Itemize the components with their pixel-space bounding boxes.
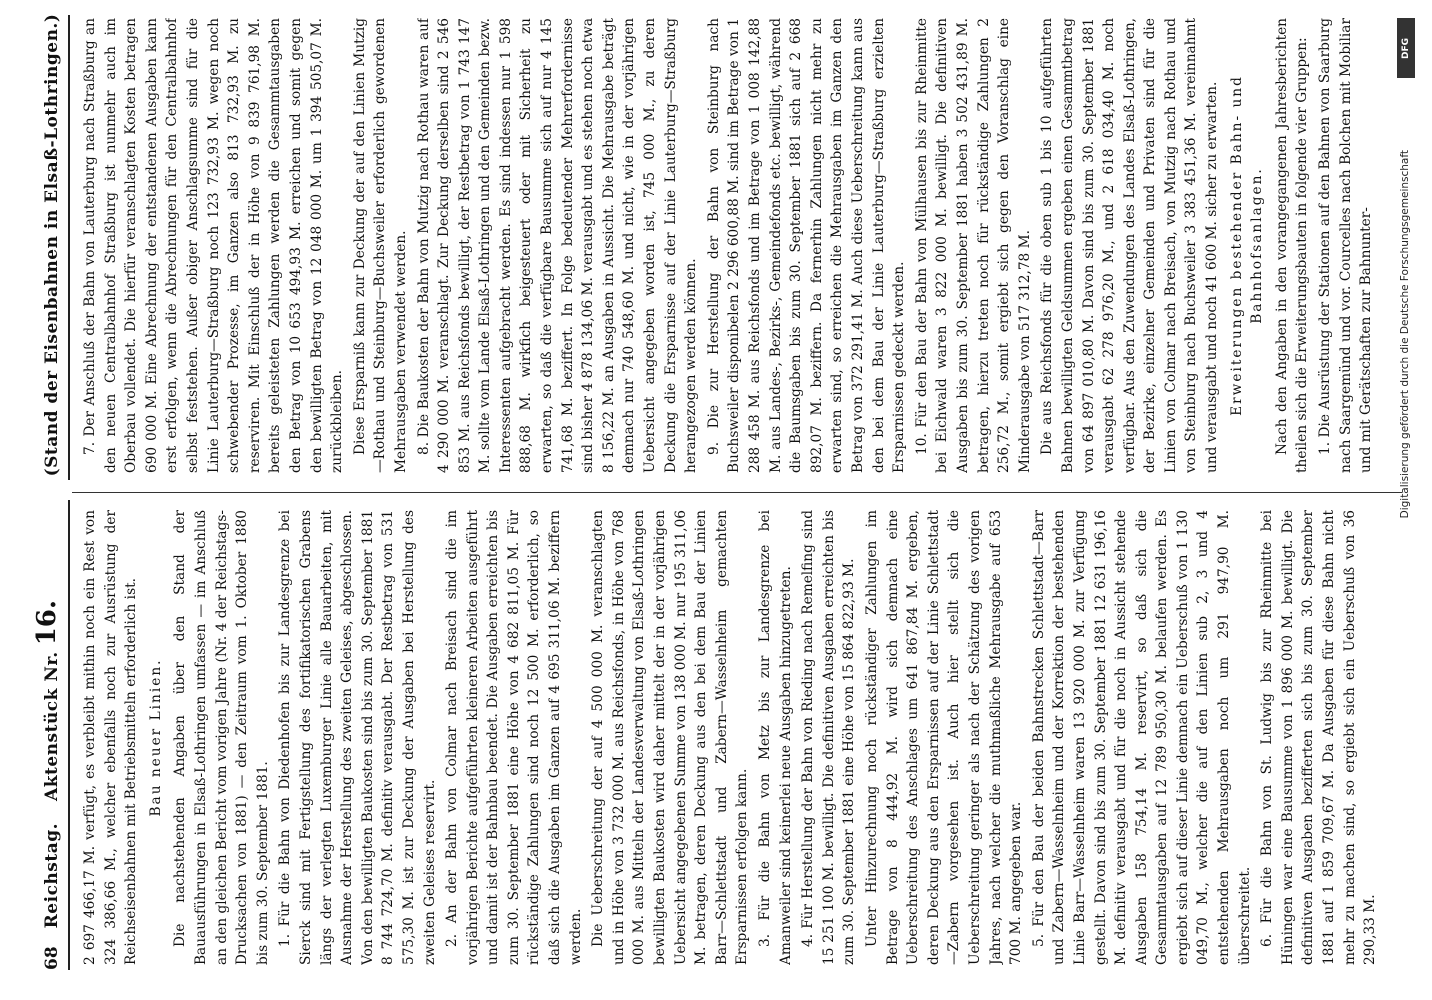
- paragraph: Die nachstehenden Angaben über den Stand der Bauausführungen in Elsaß-Lothringen umfassen — im Anschluß an den gleichen Bericht vom vorigen Jahre (Nr. 4 der Reichstags-Drucksachen von 1881) — den Zeitraum vom 1. Oktober 1880 bis zum 30. September 1881.: [172, 510, 271, 965]
- section-heading: Erweiterungen bestehender Bahn- und Bahnhofsanlagen.: [1228, 75, 1266, 416]
- paragraph: 6. Für die Bahn von St. Ludwig bis zur Rheinmitte bei Hüningen war eine Bausumme von 1 896 000 M. bewilligt. Die definitiven Ausgaben bezifferten sich bis zum 30. September 1881 auf 1 859 709,67 M. Da Ausgaben für diese Bahn nicht mehr zu machen sind, so ergiebt sich ein Ueberschuß von 36 290,33 M.: [1259, 510, 1379, 965]
- paragraph: 7. Der Anschluß der Bahn von Lauterburg nach Straßburg an den neuen Centralbahnhof Straßburg ist nunmehr auch im Oberbau vollendet. Die hierfür veranschlagten Kosten betragen 690 000 M. Eine Abrechnung der entstandenen Ausgaben kann erst erfolgen, wenn die Abrechnungen für den Centralbahnhof selbst feststehen. Außer obiger Anschlagsumme sind für die Linie Lauterburg—Straßburg noch 123 732,93 M. wegen noch schwebender Prozesse, im Ganzen also 813 732,93 M. zu reserviren. Mit Einschluß der in Höhe von 9 839 761,98 M. bereits geleisteten Zahlungen werden die Gesammtausgaben den Betrag von 10 653 494,93 M. erreichen und somit gegen den bewilligten Betrag von 12 048 000 M. um 1 394 505,07 M. zurückbleiben.: [82, 18, 346, 473]
- page-number: 68: [42, 946, 62, 970]
- paragraph: 4. Für Herstellung der Bahn von Rieding nach Remelfing sind 15 251 100 M. bewilligt. Die definitiven Ausgaben erreichten bis zum 30. September 1881 eine Höhe von 15 864 822,93 M.: [800, 510, 858, 965]
- paragraph: 1. Für die Bahn von Diedenhofen bis zur Landesgrenze bei Sierck sind mit Fertigstellung des fortifikatorischen Grabens längs der verlegten Luxemburger Linie alle Bauarbeiten, mit Ausnahme der Herstellung des zweiten Geleises, abgeschlossen. Von den bewilligten Baukosten sind bis zum 30. September 1881 8 744 724,70 M. definitiv verausgabt. Der Restbetrag von 531 575,30 M. ist zur Deckung der Ausgaben bei Herstellung des zweiten Geleises reservirt.: [277, 510, 438, 965]
- paragraph: 9. Die zur Herstellung der Bahn von Steinburg nach Buchsweiler disponibelen 2 296 600,88 M. sind im Betrage von 1 288 458 M. aus Reichsfonds und im Betrage von 1 008 142,88 M. aus Landes-, Bezirks-, Gemeindefonds etc. bewilligt, während die Baumsgaben bis zum 30. September 1881 sich auf 2 668 892,07 M. beziffern. Da fernerhin Zahlungen nicht mehr zu erwarten sind, so erreichen die Mehrausgaben im Ganzen den Betrag von 372 291,41 M. Auch diese Ueberschreitung kann aus den bei dem Bau der Linie Lauterburg—Straßburg erzielten Ersparnissen gedeckt werden.: [705, 18, 908, 473]
- paragraph: 1. Die Ausrüstung der Stationen auf den Bahnen von Saarburg nach Saargemünd und vor. Courcelles nach Bolchen mit Mobiliar und mit Gerätschaften zur Bahnunter-: [1317, 18, 1375, 473]
- paragraph: 2. An der Bahn von Colmar nach Breisach sind die im vorjährigen Berichte aufgeführten kleineren Arbeiten ausgeführt und damit ist der Bahnbau beendet. Die Ausgaben erreichten bis zum 30. September 1881 eine Höhe von 4 682 811,05 M. Für rückständige Zahlungen sind noch 12 500 M. erforderlich, so daß sich die Ausgaben im Ganzen auf 4 695 311,06 M. beziffern werden.: [444, 510, 584, 965]
- header-section-title: (Stand der Eisenbahnen in Elsaß-Lothringen.): [42, 13, 62, 477]
- paragraph: 3. Für die Bahn von Metz bis zur Landesgrenze bei Amanweiler sind keinerlei neue Ausgaben hinzugetreten.: [757, 510, 794, 965]
- header-rule-right: [68, 15, 70, 480]
- section-heading: Bau neuer Linien.: [147, 658, 164, 817]
- header-aktenstueck: Aktenstück Nr.: [42, 651, 62, 801]
- page-header-right: [22, 10, 62, 480]
- dfg-logo: DFG: [1397, 18, 1415, 78]
- paragraph: Unter Hinzurechnung noch rückständiger Zahlungen im Betrage von 8 444,92 M. wird sich demnach eine Ueberschreitung des Anschlages um 641 867,84 M. ergeben, deren Deckung aus den Ersparnissen auf der Linie Schlettstadt—Zabern vorgesehen ist. Auch hier stellt sich die Ueberschreitung geringer als nach der Schätzung des vorigen Jahres, nach welcher die muthmaßliche Mehrausgabe auf 653 700 M. angegeben war.: [863, 510, 1025, 965]
- paragraph: 8. Die Baukosten der Bahn von Mutzig nach Rothau waren auf 4 290 000 M. veranschlagt. Zur Deckung derselben sind 2 546 853 M. aus Reichsfonds bewilligt, der Restbetrag von 1 743 147 M. sollte vom Lande Elsaß-Lothringen und den Gemeinden bezw. Interessenten aufgebracht werden. Es sind indessen nur 1 598 888,68 M. wirkfich beigesteuert oder mit Sicherheit zu erwarten, so daß die verfügbare Bausumme sich auf nur 4 145 741,68 M. beziffert. In Folge bedeutender Mehrerfordernisse sind bisher 4 878 134,06 M. verausgabt und es stehen noch etwa 8 156,22 M. an Ausgaben in Aussicht. Die Mehrausgabe beträgt demnach nur 740 548,60 M. und nicht, wie in der vorjährigen Uebersicht angegeben worden ist, 745 000 M., zu deren Deckung die Ersparnisse auf der Linie Lauterburg—Straßburg herangezogen werden können.: [415, 18, 700, 473]
- text-column-right: [80, 18, 1420, 473]
- paragraph: 2 697 466,17 M. verfügt, es verbleibt mithin noch ein Rest von 324 386,66 M., welcher ebenfalls noch zur Ausrüstung der Reichseisenbahnen mit Betriebsmitteln erforderlich ist.: [82, 510, 140, 965]
- digitization-note: [1392, 150, 1418, 970]
- page-header-left: [22, 500, 62, 970]
- paragraph: Die aus Reichsfonds für die oben sub 1 bis 10 aufgeführten Bahnen bewilligten Geldsummen ergeben einen Gesammtbetrag von 64 897 010,80 M. Davon sind bis zum 30. September 1881 verausgabt 62 278 976,20 M., und 2 618 034,40 M. noch verfügbar. Aus den Zuwendungen des Landes Elsaß-Lothringen, der Bezirke, einzelner Gemeinden und Privaten sind für die Linien von Colmar nach Breisach, von Mutzig nach Rothau und von Steinburg nach Buchsweiler 3 383 451,36 M. vereinnahmt und verausgabt und noch 41 600 M. sicher zu erwarten.: [1039, 18, 1221, 473]
- text-column-left: [80, 510, 1420, 965]
- digitization-note-text: Digitalisierung gefördert durch die Deutsche Forschungsgemeinschaft: [1399, 150, 1411, 519]
- header-document-number: 16.: [32, 600, 62, 646]
- paragraph: 5. Für den Bau der beiden Bahnstrecken Schlettstadt—Barr und Zabern—Wasselnheim und der Korrektion der bestehenden Linie Barr—Wasselnheim waren 13 920 000 M. zur Verfügung gestellt. Davon sind bis zum 30. September 1881 12 631 196,16 M. definitiv verausgabt und für die noch in Aussicht stehende Ausgaben 158 754,14 M. reservirt, so daß sich die Gesammtausgaben auf 12 789 950,30 M. belaufen werden. Es ergiebt sich auf dieser Linie demnach ein Ueberschuß von 1 130 049,70 M., welcher die auf den Linien sub 2, 3 und 4 entstehenden Mehrausgaben noch um 291 947,90 M. überschreitet.: [1030, 510, 1253, 965]
- header-reichstag: Reichstag.: [42, 822, 62, 929]
- paragraph: Diese Ersparniß kann zur Deckung der auf den Linien Mutzig—Rothau und Steinburg—Buchsweiler erforderlich gewordenen Mehrausgaben verwendet werden.: [351, 18, 409, 473]
- header-rule-left: [68, 500, 70, 970]
- paragraph: Die Ueberschreitung der auf 4 500 000 M. veranschlagten und in Höhe von 3 732 000 M. aus Reichsfonds, in Höhe von 768 000 M. aus Mitteln der Landesverwaltung von Elsaß-Lothringen bewilligten Baukosten wird daher mittelt der in der vorjährigen Uebersicht angegebenen Summe von 138 000 M. nur 195 311,06 M. betragen, deren Deckung aus den bei dem Bau der Linien Barr—Schlettstadt und Zabern—Wasselnheim gemachten Ersparnissen erfolgen kann.: [590, 510, 751, 965]
- paragraph: Nach den Angaben in den vorangegangenen Jahresberichten theilen sich die Erweiterungsbauten in folgende vier Gruppen:: [1273, 18, 1311, 473]
- paragraph: 10. Für den Bau der Bahn von Mülhausen bis zur Rheinmitte bei Eichwald waren 3 822 000 M. bewilligt. Die definitiven Ausgaben bis zum 30. September 1881 haben 3 502 431,89 M. betragen, hierzu treten noch für rückständige Zahlungen 2 256,72 M., somit ergiebt sich gegen den Voranschlag eine Minderausgabe von 517 312,78 M.: [913, 18, 1033, 473]
- column-divider: [72, 492, 1402, 493]
